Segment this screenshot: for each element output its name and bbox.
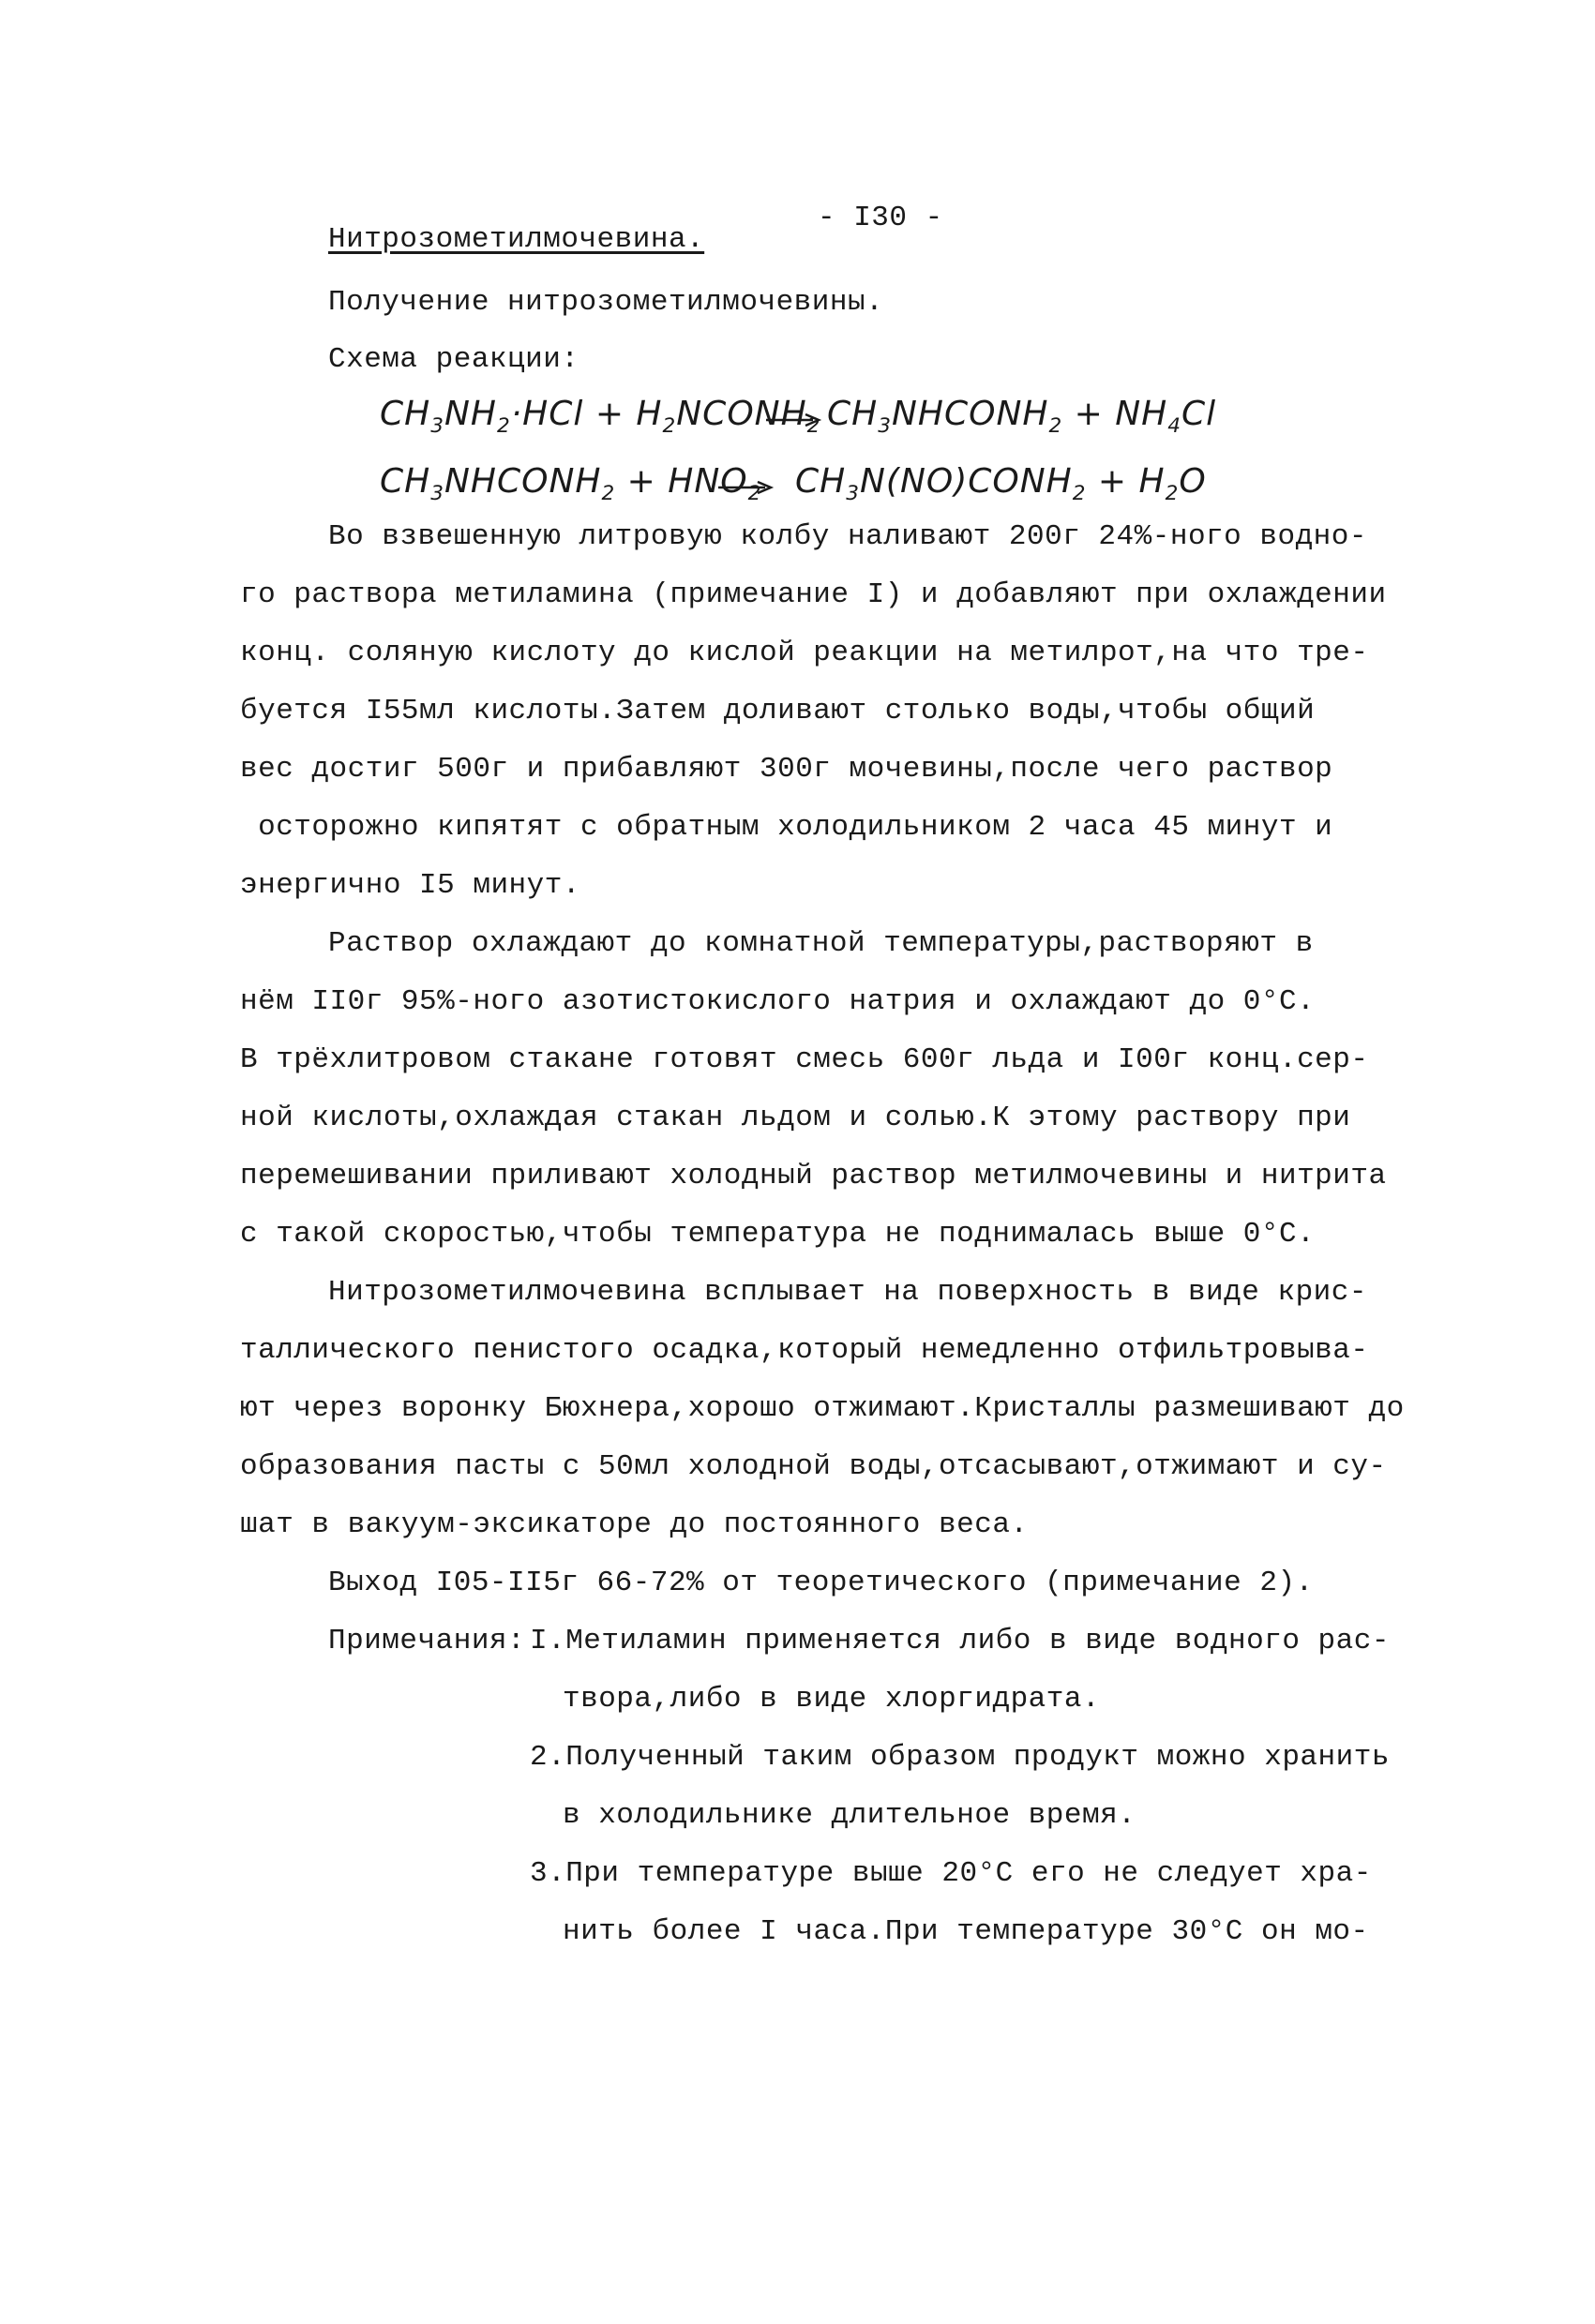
page-number: - I30 -	[818, 202, 943, 234]
paragraph-1-line: го раствора метиламина (примечание I) и добавляют при охлаждении	[240, 578, 1387, 611]
yield-line: Выход I05-II5г 66-72% от теоретического (примечание 2).	[328, 1567, 1314, 1599]
note-2-line-2: в холодильнике длительное время.	[563, 1799, 1136, 1832]
document-title: Нитрозометилмочевина.	[328, 223, 705, 256]
paragraph-2-line: Раствор охлаждают до комнатной температуры,растворяют в	[328, 927, 1314, 960]
paragraph-3-line: образования пасты с 50мл холодной воды,отсасывают,отжимают и су-	[240, 1450, 1387, 1483]
reaction-arrow-icon	[716, 480, 775, 495]
paragraph-1-line: Во взвешенную литровую колбу наливают 200г 24%-ного водно-	[328, 520, 1367, 553]
paragraph-3-line: таллического пенистого осадка,который немедленно отфильтровыва-	[240, 1334, 1369, 1367]
paragraph-1-line: буется I55мл кислоты.Затем доливают столько воды,чтобы общий	[240, 695, 1316, 727]
note-3-line-2: нить более I часа.При температуре 30°С он мо-	[563, 1915, 1369, 1948]
paragraph-2-line: с такой скоростью,чтобы температура не поднималась выше 0°С.	[240, 1218, 1316, 1251]
paragraph-2-line: нём II0г 95%-ного азотистокислого натрия и охлаждают до 0°С.	[240, 985, 1316, 1018]
note-1-line-2: твора,либо в виде хлоргидрата.	[563, 1683, 1101, 1716]
paragraph-2-line: перемешивании приливают холодный раствор метилмочевины и нитрита	[240, 1160, 1387, 1192]
reaction-arrow-icon	[764, 412, 822, 427]
paragraph-3-line: ют через воронку Бюхнера,хорошо отжимают.Кристаллы размешивают до	[240, 1392, 1405, 1425]
paragraph-3-line: Нитрозометилмочевина всплывает на поверхность в виде крис-	[328, 1276, 1367, 1309]
reaction-equation-1-rhs: $CH_3NHCONH_2 + NH_4Cl$	[827, 395, 1217, 439]
paragraph-3-line: шат в вакуум-эксикаторе до постоянного веса.	[240, 1508, 1029, 1541]
note-1-line-1: I.Метиламин применяется либо в виде водного рас-	[530, 1625, 1390, 1657]
document-subtitle: Получение нитрозометилмочевины.	[328, 286, 884, 319]
reaction-equation-2-lhs: $CH_3NHCONH_2 + HNO_2$	[380, 462, 762, 506]
note-3-line-1: 3.При температуре выше 20°С его не следует хра-	[530, 1857, 1372, 1890]
paragraph-1-line: осторожно кипятят с обратным холодильником 2 часа 45 минут и	[240, 811, 1333, 844]
paragraph-1-line: конц. соляную кислоту до кислой реакции на метилрот,на что тре-	[240, 637, 1369, 669]
notes-label: Примечания:	[328, 1625, 526, 1657]
reaction-equation-1-lhs: $CH_3NH_2\cdot HCl$ + $H_2NCONH_2$	[380, 395, 821, 439]
paragraph-1-line: вес достиг 500г и прибавляют 300г мочевины,после чего раствор	[240, 753, 1333, 786]
reaction-equation-2-rhs: $CH_3N(NO)CONH_2 + H_2O$	[795, 462, 1207, 506]
paragraph-2-line: В трёхлитровом стакане готовят смесь 600г льда и I00г конц.сер-	[240, 1043, 1369, 1076]
paragraph-2-line: ной кислоты,охлаждая стакан льдом и солью.К этому раствору при	[240, 1102, 1351, 1134]
scheme-label: Схема реакции:	[328, 343, 579, 376]
paragraph-1-line: энергично I5 минут.	[240, 869, 580, 902]
note-2-line-1: 2.Полученный таким образом продукт можно хранить	[530, 1741, 1390, 1774]
